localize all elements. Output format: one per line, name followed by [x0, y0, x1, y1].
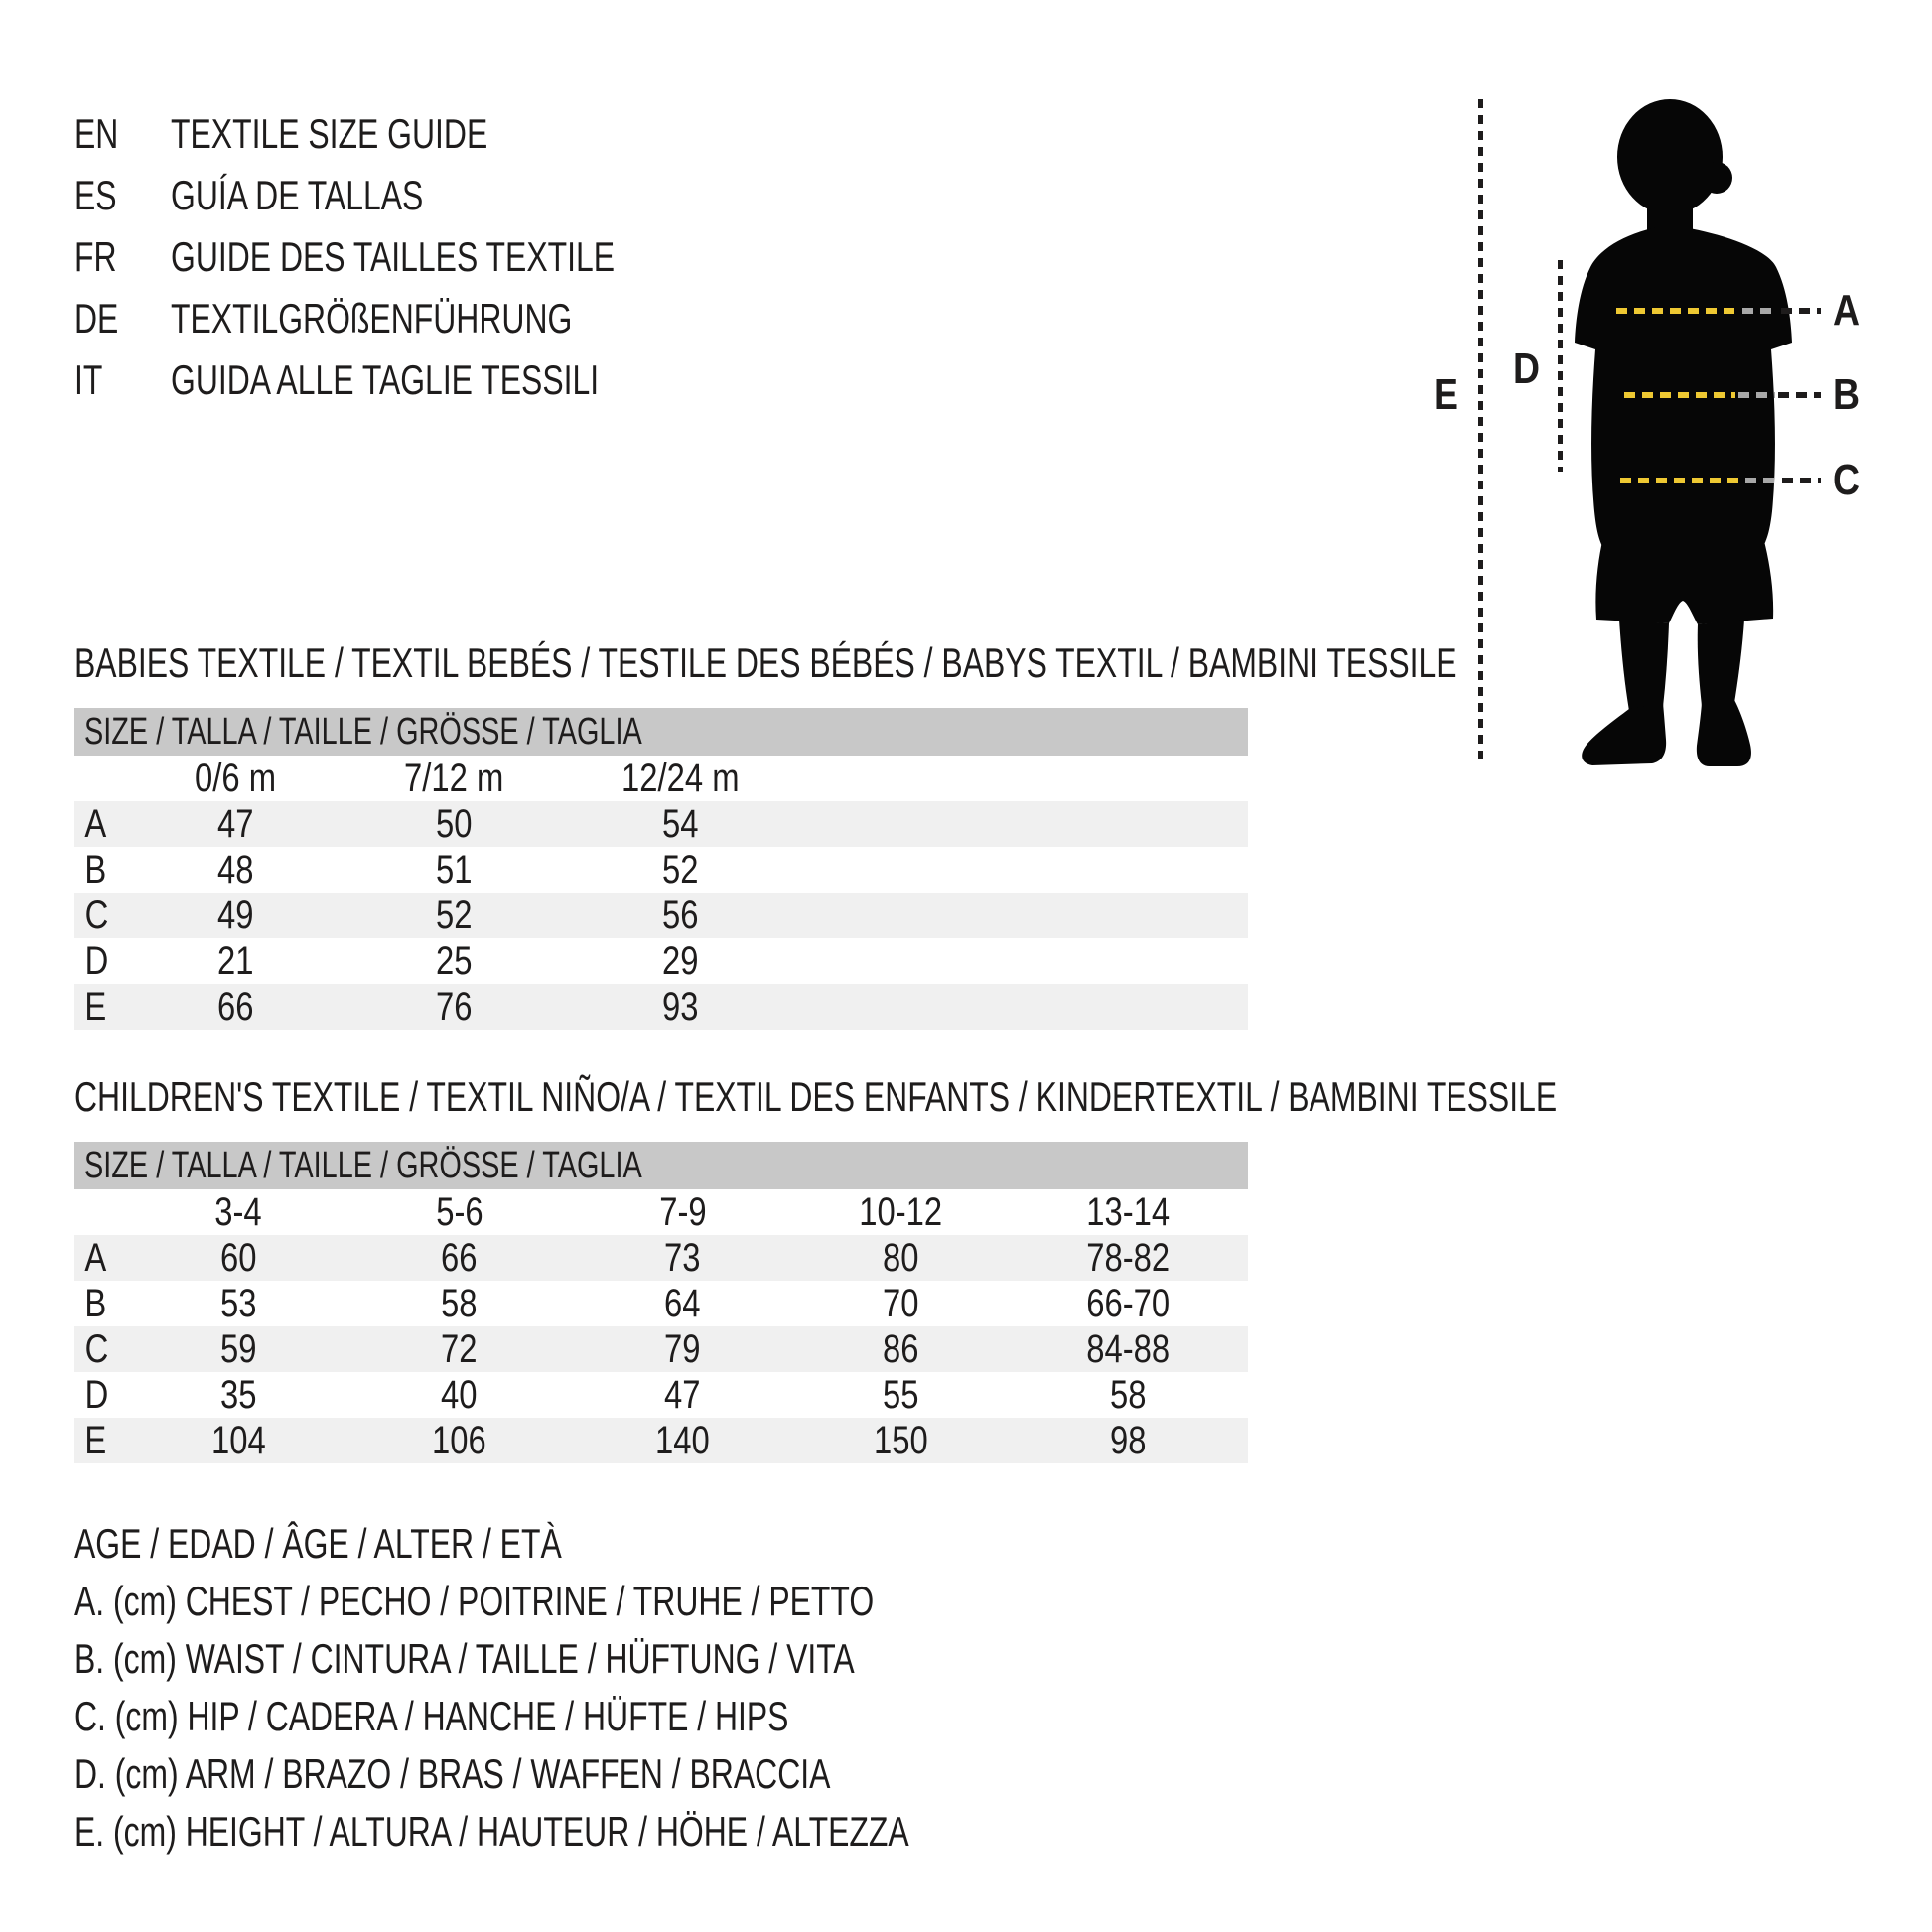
- row-label-text: E: [84, 984, 107, 1029]
- table-row: [74, 1418, 1248, 1463]
- cell-value: 49: [217, 893, 254, 937]
- hip-line-c-gray: [1745, 478, 1779, 483]
- row-label: [74, 1418, 129, 1463]
- row-label-text: C: [84, 1326, 109, 1371]
- table-cell: [347, 1235, 571, 1281]
- row-label: [74, 1235, 129, 1281]
- table-row: [74, 1326, 1248, 1372]
- cell-value: 58: [441, 1281, 478, 1325]
- cell-value: 52: [436, 893, 473, 937]
- cell-value: 86: [883, 1326, 919, 1371]
- legend-height-text: E. (cm) HEIGHT / ALTURA / HAUTEUR / HÖHE / ALTEZZA: [74, 1808, 909, 1855]
- children-size-header-bar: [74, 1142, 1248, 1189]
- figure-label-c: [1833, 456, 1864, 504]
- children-size-header-text: SIZE / TALLA / TAILLE / GRÖSSE / TAGLIA: [84, 1144, 642, 1186]
- table-row: [74, 984, 1248, 1030]
- table-cell: [566, 938, 794, 984]
- table-cell: [343, 938, 566, 984]
- language-code: [74, 296, 171, 342]
- row-label: [74, 1281, 129, 1326]
- babies-column-header-row: [74, 756, 1248, 801]
- table-cell: [794, 1235, 1008, 1281]
- cell-value: 150: [874, 1418, 928, 1462]
- table-cell: [129, 1418, 347, 1463]
- cell-value: 54: [661, 801, 699, 846]
- figure-label-b: [1833, 370, 1864, 419]
- cell-value: 106: [432, 1418, 486, 1462]
- legend-waist-text: B. (cm) WAIST / CINTURA / TAILLE / HÜFTUNG / VITA: [74, 1635, 855, 1682]
- figure-label-e: [1434, 370, 1462, 419]
- table-cell: [129, 847, 343, 893]
- row-label: [74, 847, 129, 893]
- table-cell: [1008, 1281, 1248, 1326]
- cell-value: 55: [883, 1372, 919, 1417]
- column-header: [129, 756, 343, 801]
- table-cell: [129, 984, 343, 1030]
- table-cell: [571, 1235, 794, 1281]
- chest-line-a-yellow: [1616, 308, 1739, 314]
- table-cell: [347, 1372, 571, 1418]
- table-cell: [343, 984, 566, 1030]
- language-row: [74, 234, 755, 280]
- language-title: TEXTILGRÖßENFÜHRUNG: [171, 295, 573, 342]
- table-row: [74, 801, 1248, 847]
- row-label: [74, 1326, 129, 1372]
- figure-label-b-text: B: [1833, 370, 1861, 419]
- table-cell: [1008, 1326, 1248, 1372]
- cell-value: 66: [217, 984, 254, 1029]
- babies-size-header-bar: [74, 708, 1248, 756]
- cell-value: 79: [664, 1326, 701, 1371]
- figure-label-d: [1513, 347, 1545, 391]
- column-header-text: 10-12: [859, 1189, 943, 1234]
- cell-value: 56: [661, 893, 699, 937]
- children-section-title: [74, 1075, 1932, 1119]
- language-code: [74, 111, 171, 157]
- column-header: [129, 1189, 347, 1235]
- table-cell: [347, 1418, 571, 1463]
- column-header-text: 7-9: [658, 1189, 707, 1234]
- table-cell: [347, 1326, 571, 1372]
- table-cell: [129, 893, 343, 938]
- cell-value: 98: [1109, 1418, 1147, 1462]
- table-cell: [571, 1418, 794, 1463]
- figure-label-a-text: A: [1833, 286, 1861, 335]
- column-header: [343, 756, 566, 801]
- language-code-text: ES: [74, 172, 117, 218]
- language-code-text: EN: [74, 110, 119, 157]
- legend-age-text: AGE / EDAD / ÂGE / ALTER / ETÀ: [74, 1520, 562, 1567]
- table-cell: [571, 1281, 794, 1326]
- language-code-text: FR: [74, 233, 117, 280]
- language-title: GUIDA ALLE TAGLIE TESSILI: [171, 356, 600, 403]
- row-label: [74, 984, 129, 1030]
- table-cell: [566, 847, 794, 893]
- row-label: [74, 893, 129, 938]
- cell-value: 52: [661, 847, 699, 892]
- table-cell: [129, 938, 343, 984]
- chest-line-a-gray: [1742, 308, 1778, 314]
- waist-line-b-dark: [1778, 392, 1821, 398]
- cell-value: 104: [210, 1418, 266, 1462]
- language-title: GUÍA DE TALLAS: [171, 172, 424, 218]
- language-title: TEXTILE SIZE GUIDE: [171, 110, 488, 157]
- language-title: GUIDE DES TAILLES TEXTILE: [171, 233, 616, 280]
- babies-size-header-text: SIZE / TALLA / TAILLE / GRÖSSE / TAGLIA: [84, 710, 642, 753]
- language-row: [74, 357, 734, 403]
- language-code-text: IT: [74, 356, 103, 403]
- cell-value: 59: [219, 1326, 257, 1371]
- cell-value: 93: [661, 984, 699, 1029]
- babies-section-title: [74, 641, 1893, 685]
- filler-cell: [794, 756, 1248, 801]
- filler-cell: [794, 893, 1248, 938]
- column-header-text: 3-4: [214, 1189, 262, 1234]
- children-column-header-row: [74, 1189, 1248, 1235]
- table-cell: [343, 893, 566, 938]
- table-cell: [566, 893, 794, 938]
- dotted-line: [1558, 260, 1563, 472]
- waist-line-b-yellow: [1624, 392, 1735, 398]
- babies-table: [74, 708, 1248, 1030]
- legend-height: [74, 1810, 1173, 1854]
- cell-value: 25: [436, 938, 473, 983]
- table-cell: [794, 1418, 1008, 1463]
- cell-value: 64: [664, 1281, 701, 1325]
- cell-value: 35: [219, 1372, 257, 1417]
- cell-value: 140: [655, 1418, 710, 1462]
- table-cell: [566, 984, 794, 1030]
- language-row: [74, 296, 699, 342]
- children-table: [74, 1142, 1248, 1463]
- corner-cell: [74, 756, 129, 801]
- cell-value: 78-82: [1086, 1235, 1170, 1280]
- table-cell: [1008, 1418, 1248, 1463]
- legend-chest: [74, 1580, 1126, 1623]
- row-label-text: D: [84, 1372, 109, 1417]
- table-cell: [794, 1326, 1008, 1372]
- table-cell: [129, 801, 343, 847]
- row-label-text: B: [84, 1281, 107, 1325]
- table-cell: [1008, 1372, 1248, 1418]
- waist-line-b-gray: [1738, 392, 1775, 398]
- figure-label-c-text: C: [1833, 456, 1861, 504]
- cell-value: 21: [217, 938, 254, 983]
- language-row: [74, 173, 503, 218]
- table-row: [74, 893, 1248, 938]
- legend-hip-text: C. (cm) HIP / CADERA / HANCHE / HÜFTE / HIPS: [74, 1693, 789, 1739]
- cell-value: 53: [219, 1281, 257, 1325]
- filler-cell: [794, 938, 1248, 984]
- legend-waist: [74, 1637, 1101, 1681]
- table-cell: [566, 801, 794, 847]
- cell-value: 66: [441, 1235, 478, 1280]
- legend-arm: [74, 1752, 1069, 1796]
- figure-label-a: [1833, 286, 1864, 335]
- row-label: [74, 1372, 129, 1418]
- column-header: [1008, 1189, 1248, 1235]
- column-header-text: 7/12 m: [404, 756, 504, 800]
- table-row: [74, 1235, 1248, 1281]
- row-label: [74, 801, 129, 847]
- legend-hip: [74, 1695, 1015, 1738]
- table-cell: [129, 1235, 347, 1281]
- babies-section-title-text: BABIES TEXTILE / TEXTIL BEBÉS / TESTILE DES BÉBÉS / BABYS TEXTIL / BAMBINI TESSILE: [74, 639, 1457, 686]
- table-row: [74, 1281, 1248, 1326]
- chest-line-a-dark: [1781, 308, 1821, 314]
- cell-value: 47: [217, 801, 254, 846]
- column-header: [794, 1189, 1008, 1235]
- cell-value: 60: [219, 1235, 257, 1280]
- column-header-text: 0/6 m: [195, 756, 277, 800]
- cell-value: 58: [1109, 1372, 1147, 1417]
- cell-value: 76: [436, 984, 473, 1029]
- table-cell: [343, 801, 566, 847]
- cell-value: 80: [883, 1235, 919, 1280]
- language-code: [74, 357, 171, 403]
- legend-chest-text: A. (cm) CHEST / PECHO / POITRINE / TRUHE / PETTO: [74, 1578, 875, 1624]
- column-header-text: 5-6: [435, 1189, 483, 1234]
- table-cell: [571, 1372, 794, 1418]
- cell-value: 51: [436, 847, 473, 892]
- cell-value: 29: [661, 938, 699, 983]
- column-header-text: 12/24 m: [621, 756, 740, 800]
- figure-label-e-text: E: [1434, 370, 1458, 419]
- language-row: [74, 111, 588, 157]
- cell-value: 47: [664, 1372, 701, 1417]
- cell-value: 70: [883, 1281, 919, 1325]
- table-cell: [347, 1281, 571, 1326]
- cell-value: 40: [441, 1372, 478, 1417]
- cell-value: 72: [441, 1326, 478, 1371]
- filler-cell: [794, 801, 1248, 847]
- table-cell: [129, 1326, 347, 1372]
- cell-value: 66-70: [1086, 1281, 1170, 1325]
- row-label-text: A: [84, 1235, 107, 1280]
- legend-arm-text: D. (cm) ARM / BRAZO / BRAS / WAFFEN / BRACCIA: [74, 1750, 831, 1797]
- cell-value: 50: [436, 801, 473, 846]
- arm-measure-line-d: [1558, 260, 1563, 472]
- column-header: [571, 1189, 794, 1235]
- filler-cell: [794, 984, 1248, 1030]
- row-label-text: B: [84, 847, 107, 892]
- table-row: [74, 1372, 1248, 1418]
- cell-value: 73: [664, 1235, 701, 1280]
- cell-value: 48: [217, 847, 254, 892]
- table-cell: [794, 1281, 1008, 1326]
- corner-cell: [74, 1189, 129, 1235]
- table-cell: [1008, 1235, 1248, 1281]
- row-label: [74, 938, 129, 984]
- legend-age: [74, 1522, 716, 1566]
- filler-cell: [794, 847, 1248, 893]
- table-row: [74, 847, 1248, 893]
- table-cell: [794, 1372, 1008, 1418]
- figure-label-d-text: D: [1513, 345, 1541, 393]
- hip-line-c-dark: [1782, 478, 1821, 483]
- cell-value: 84-88: [1086, 1326, 1170, 1371]
- table-row: [74, 938, 1248, 984]
- column-header: [566, 756, 794, 801]
- table-cell: [129, 1372, 347, 1418]
- hip-line-c-yellow: [1620, 478, 1742, 483]
- row-label-text: E: [84, 1418, 107, 1462]
- language-code: [74, 234, 171, 280]
- language-code-text: DE: [74, 295, 119, 342]
- table-cell: [129, 1281, 347, 1326]
- column-header-text: 13-14: [1086, 1189, 1170, 1234]
- row-label-text: D: [84, 938, 109, 983]
- table-cell: [343, 847, 566, 893]
- row-label-text: C: [84, 893, 109, 937]
- table-cell: [571, 1326, 794, 1372]
- language-code: [74, 173, 171, 218]
- column-header: [347, 1189, 571, 1235]
- row-label-text: A: [84, 801, 107, 846]
- children-section-title-text: CHILDREN'S TEXTILE / TEXTIL NIÑO/A / TEXTIL DES ENFANTS / KINDERTEXTIL / BAMBINI TESSILE: [74, 1073, 1558, 1120]
